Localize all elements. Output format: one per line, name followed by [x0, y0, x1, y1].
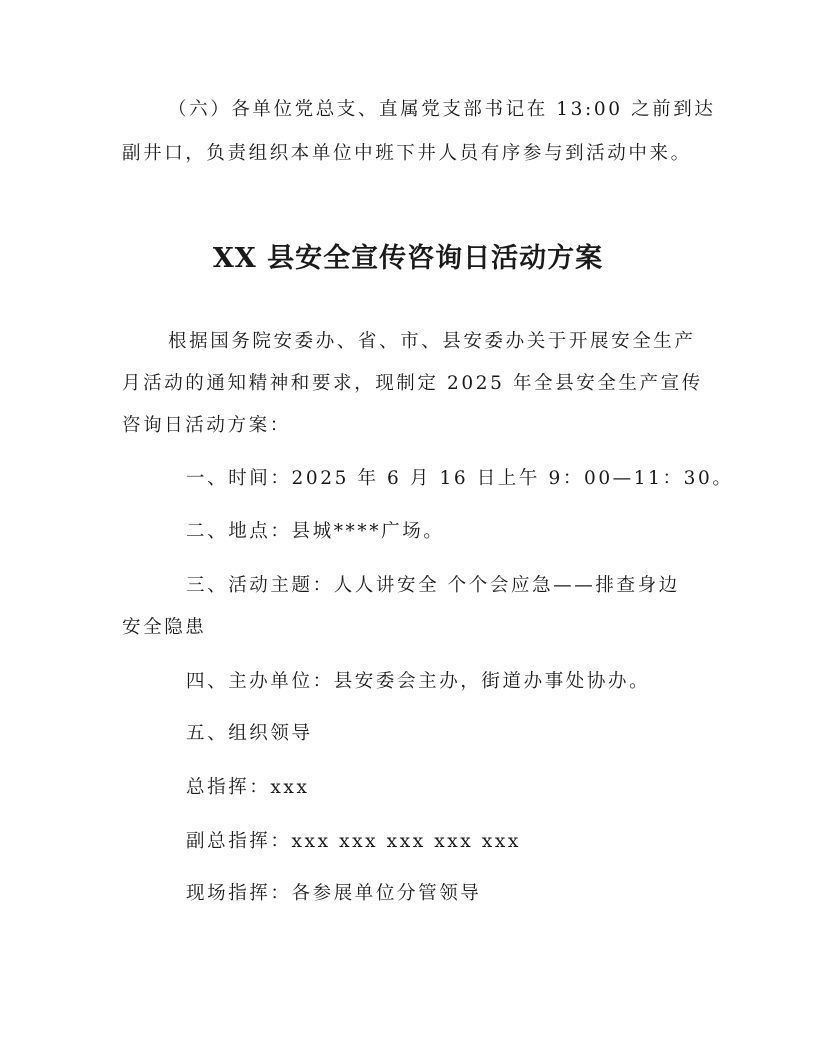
section-theme-line-1: 三、活动主题：人人讲安全 个个会应急——排查身边: [186, 575, 680, 596]
section-theme-line-2: 安全隐患: [122, 617, 207, 638]
onsite-commander: 现场指挥：各参展单位分管领导: [186, 883, 482, 904]
item-six-line-1: （六）各单位党总支、直属党支部书记在 13:00 之前到达: [168, 99, 716, 120]
intro-line-1: 根据国务院安委办、省、市、县安委办关于开展安全生产: [168, 331, 696, 352]
section-leadership-heading: 五、组织领导: [186, 723, 313, 744]
item-six-line-2: 副井口，负责组织本单位中班下井人员有序参与到活动中来。: [122, 143, 692, 164]
section-time: 一、时间：2025 年 6 月 16 日上午 9：00—11：30。: [186, 468, 734, 489]
intro-line-3: 咨询日活动方案：: [122, 415, 291, 436]
document-title: XX 县安全宣传咨询日活动方案: [212, 243, 604, 274]
section-location: 二、地点：县城****广场。: [186, 521, 445, 542]
intro-line-2: 月活动的通知精神和要求，现制定 2025 年全县安全生产宣传: [122, 373, 703, 394]
deputy-commanders: 副总指挥：xxx xxx xxx xxx xxx: [186, 831, 521, 852]
chief-commander: 总指挥：xxx: [186, 777, 310, 798]
section-host: 四、主办单位：县安委会主办，街道办事处协办。: [186, 671, 651, 692]
